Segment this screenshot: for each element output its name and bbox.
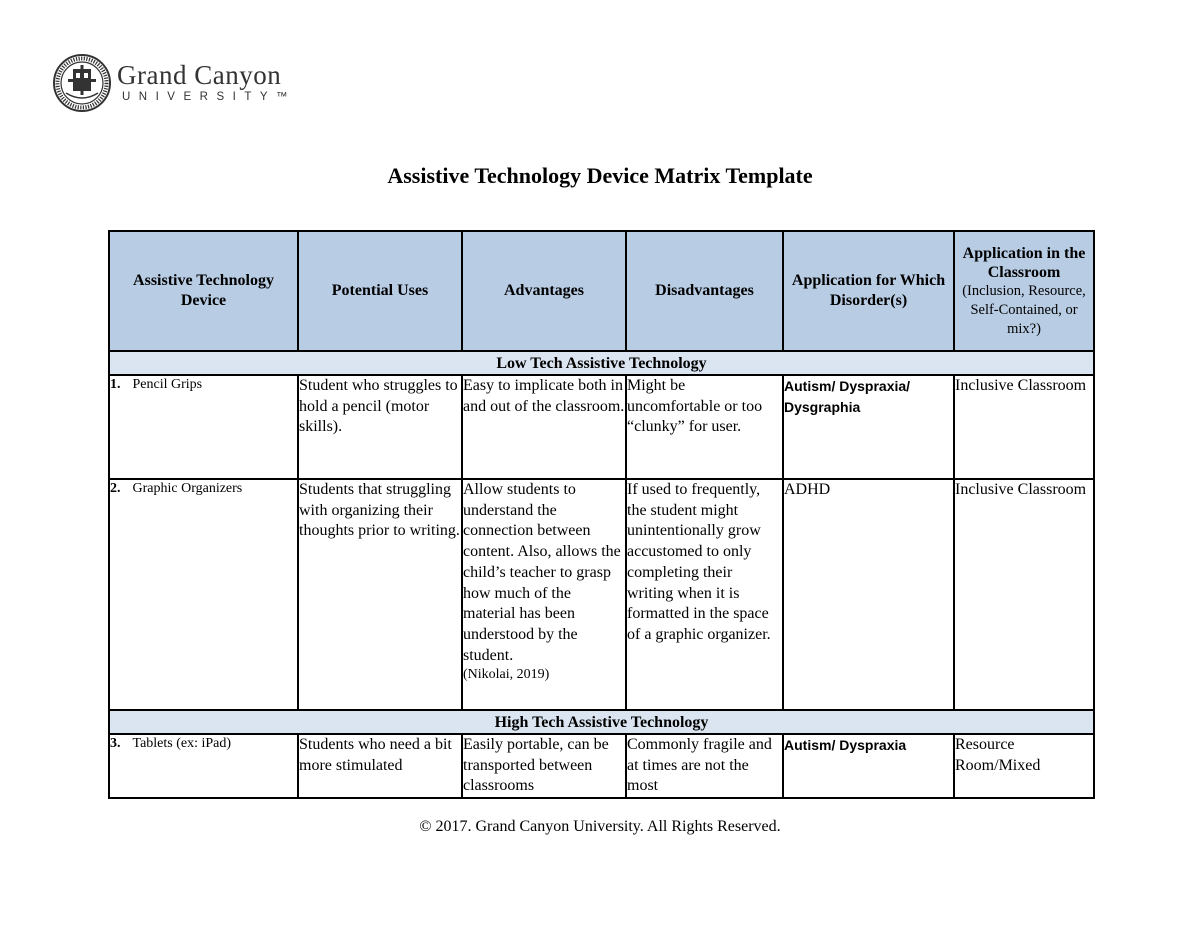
row-number: 2.	[110, 481, 121, 496]
uses-cell: Students who need a bit more stimulated	[298, 734, 462, 798]
header-classroom-label: Application in the Classroom	[962, 244, 1086, 281]
header-disorder: Application for Which Disorder(s)	[783, 231, 954, 351]
table-row	[109, 375, 1094, 479]
university-seal-icon	[52, 53, 112, 113]
row-number: 1.	[110, 377, 121, 392]
disorder-cell: ADHD	[783, 479, 954, 710]
gcu-logo	[52, 52, 296, 114]
uses-cell: Students that struggling with organizing their thoughts prior to writing.	[298, 479, 462, 710]
device-name: Pencil Grips	[132, 377, 203, 392]
device-cell	[109, 479, 298, 710]
document-title: Assistive Technology Device Matrix Template	[387, 163, 813, 188]
section-label-low-tech: Low Tech Assistive Technology	[109, 351, 1094, 375]
section-row-low-tech	[109, 351, 1094, 375]
disadvantages-cell: If used to frequently, the student might unintentionally grow accustomed to only completing their writing when it is formatted in the space of a graphic organizer.	[626, 479, 783, 710]
disadvantages-cell: Commonly fragile and at times are not the most	[626, 734, 783, 798]
header-device: Assistive Technology Device	[109, 231, 298, 351]
device-name: Tablets (ex: iPad)	[132, 736, 232, 751]
device-cell	[109, 375, 298, 479]
table-header-row	[109, 231, 1094, 351]
classroom-cell: Resource Room/Mixed	[954, 734, 1094, 798]
logo-wordmark: Grand Canyon	[117, 59, 282, 90]
advantages-cell: Easy to implicate both in and out of the classroom.	[462, 375, 626, 479]
header-advantages: Advantages	[462, 231, 626, 351]
disadvantages-cell: Might be uncomfortable or too “clunky” for user.	[626, 375, 783, 479]
advantages-text: Allow students to understand the connection between content. Also, allows the child’s teacher to grasp how much of the material has been understood by the student.	[463, 481, 621, 664]
classroom-cell: Inclusive Classroom	[954, 375, 1094, 479]
classroom-cell: Inclusive Classroom	[954, 479, 1094, 710]
citation: (Nikolai, 2019)	[463, 667, 550, 683]
header-classroom-note: (Inclusion, Resource, Self-Contained, or mix?)	[962, 282, 1086, 337]
table-row	[109, 479, 1094, 710]
section-row-high-tech	[109, 710, 1094, 734]
advantages-cell	[462, 479, 626, 710]
header-disadvantages: Disadvantages	[626, 231, 783, 351]
table-row	[109, 734, 1094, 798]
row-number: 3.	[110, 736, 121, 751]
advantages-cell: Easily portable, can be transported between classrooms	[462, 734, 626, 798]
device-name: Graphic Organizers	[132, 481, 243, 496]
logo-subtitle: UNIVERSITY™	[122, 90, 297, 103]
section-label-high-tech: High Tech Assistive Technology	[109, 710, 1094, 734]
header-uses: Potential Uses	[298, 231, 462, 351]
disorder-cell: Autism/ Dyspraxia	[783, 734, 954, 798]
device-cell	[109, 734, 298, 798]
copyright-footer: © 2017. Grand Canyon University. All Rights Reserved.	[419, 818, 781, 835]
header-classroom	[954, 231, 1094, 351]
device-matrix-table	[108, 230, 1095, 799]
disorder-cell: Autism/ Dyspraxia/ Dysgraphia	[783, 375, 954, 479]
uses-cell: Student who struggles to hold a pencil (motor skills).	[298, 375, 462, 479]
